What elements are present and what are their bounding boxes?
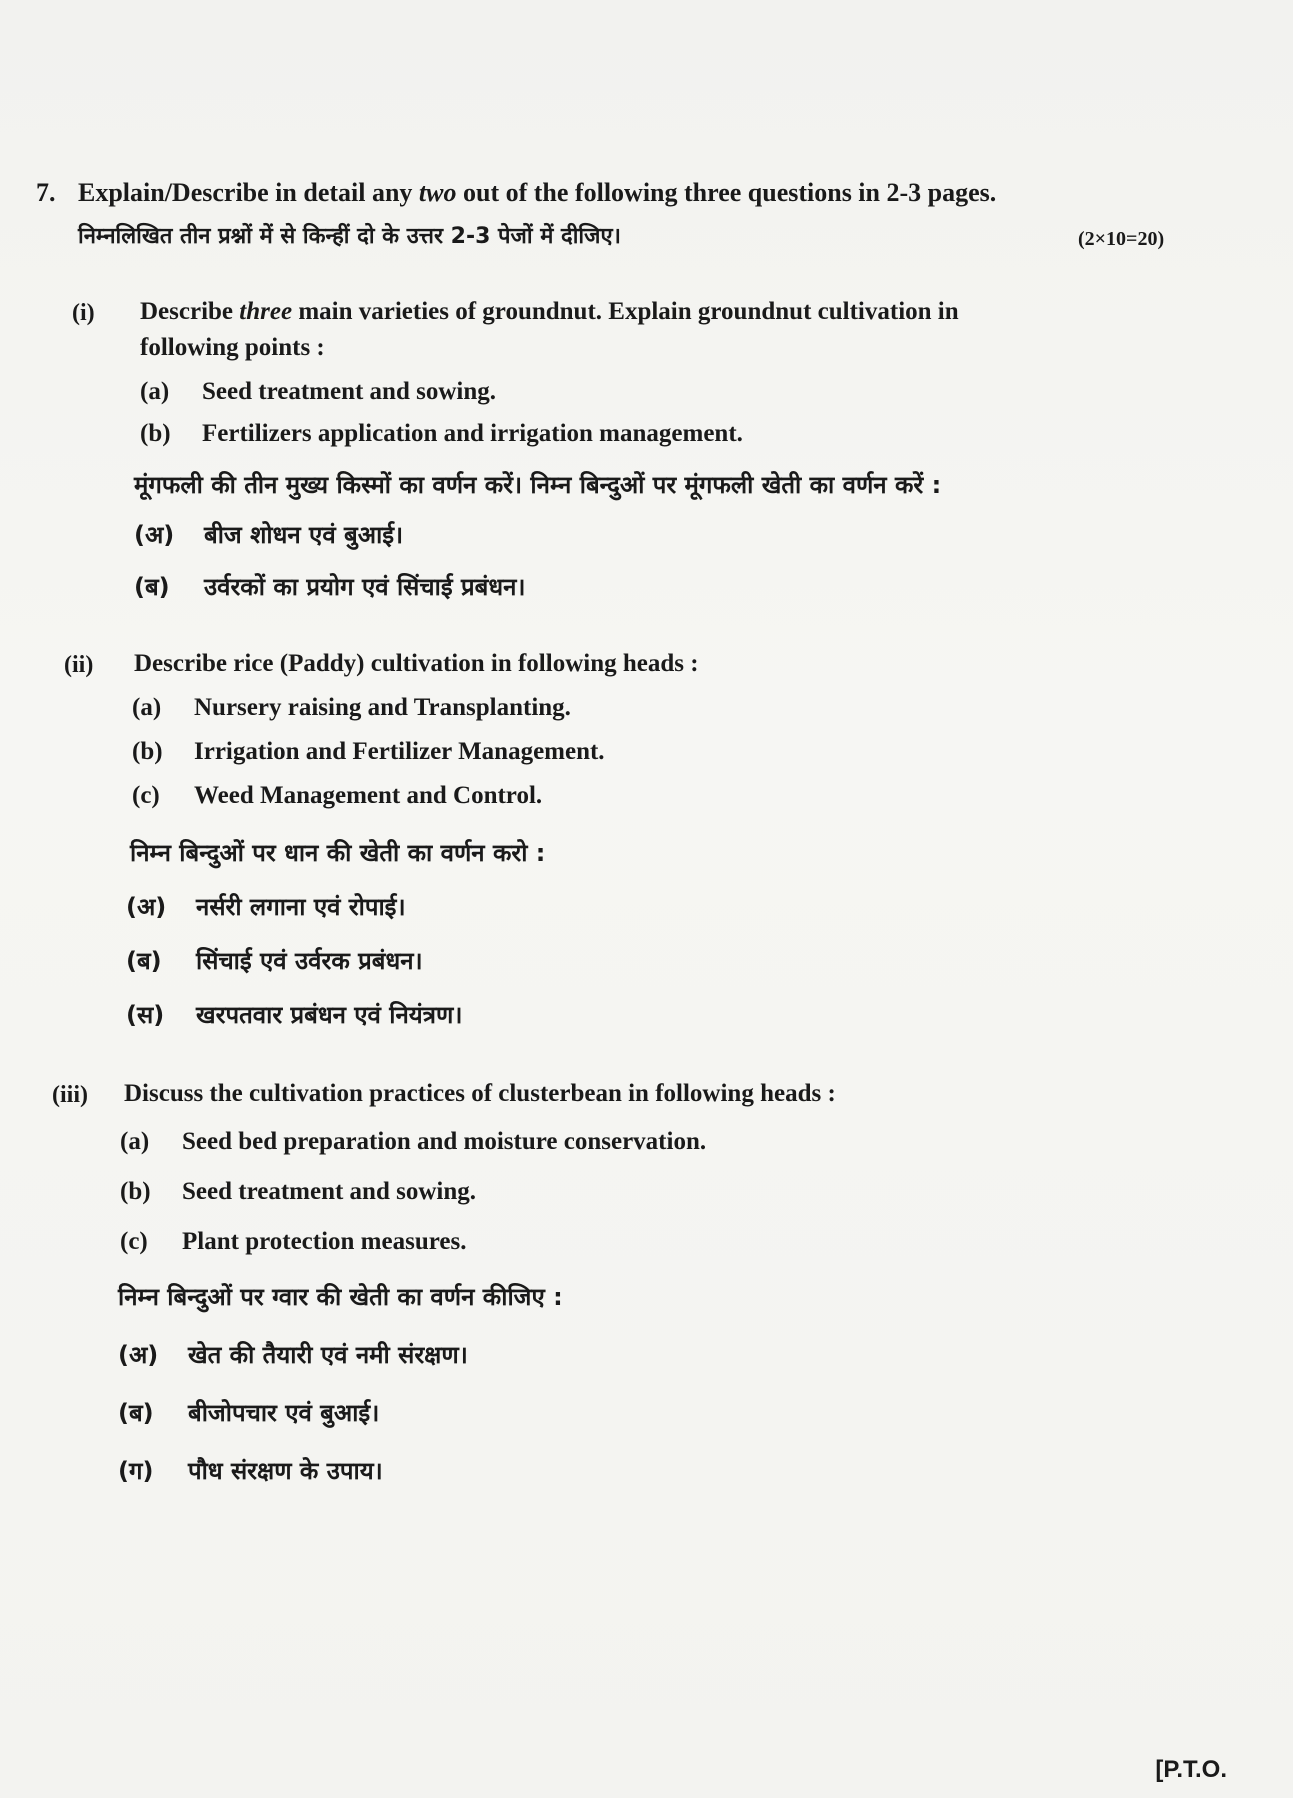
list-item — [120, 1178, 476, 1206]
subquestion-iii — [52, 1080, 1162, 1485]
question-number: 7. — [36, 178, 56, 207]
item-label: (ब) — [134, 573, 170, 601]
subquestion-number: (iii) — [52, 1082, 88, 1108]
item-text: Irrigation and Fertilizer Management. — [194, 738, 605, 765]
subquestion-title: Discuss the cultivation practices of clusterbean in following heads : — [124, 1080, 836, 1107]
list-item — [120, 1228, 466, 1256]
question-instruction — [78, 178, 996, 208]
item-text: Seed bed preparation and moisture conservation. — [182, 1128, 707, 1155]
item-label: (ग) — [118, 1457, 154, 1485]
item-text: पौध संरक्षण के उपाय। — [188, 1457, 383, 1485]
item-label: (b) — [120, 1178, 151, 1205]
item-label: (अ) — [126, 893, 167, 921]
subquestion-ii — [64, 650, 1164, 1030]
item-label: (ब) — [118, 1399, 154, 1427]
please-turn-over: [P.T.O. — [1155, 1756, 1227, 1783]
item-text: Plant protection measures. — [182, 1228, 467, 1255]
subquestion-title-hindi: मूंगफली की तीन मुख्य किस्मों का वर्णन करें। निम्न बिन्दुओं पर मूंगफली खेती का वर्णन करें : — [134, 471, 942, 499]
question-instruction-hindi: निम्नलिखित तीन प्रश्नों में से किन्हीं दो के उत्तर 2-3 पेजों में दीजिए। — [78, 224, 621, 249]
item-label: (अ) — [118, 1341, 159, 1369]
subquestion-title: Describe rice (Paddy) cultivation in following heads : — [134, 650, 699, 677]
subquestion-title-hindi: निम्न बिन्दुओं पर ग्वार की खेती का वर्णन कीजिए : — [118, 1283, 563, 1311]
list-item-hindi — [126, 944, 423, 977]
subquestion-title — [140, 298, 959, 326]
item-text: बीजोपचार एवं बुआई। — [188, 1399, 380, 1427]
list-item — [140, 420, 743, 448]
list-item — [132, 782, 542, 810]
list-item-hindi — [134, 518, 403, 551]
item-label: (c) — [120, 1228, 148, 1255]
list-item-hindi — [126, 890, 406, 923]
item-text: सिंचाई एवं उर्वरक प्रबंधन। — [196, 947, 423, 975]
item-text: Fertilizers application and irrigation management. — [202, 420, 743, 447]
subquestion-title-hindi: निम्न बिन्दुओं पर धान की खेती का वर्णन करो : — [130, 839, 546, 867]
list-item-hindi — [134, 570, 526, 603]
list-item-hindi — [118, 1454, 383, 1487]
item-text: खेत की तैयारी एवं नमी संरक्षण। — [188, 1341, 468, 1369]
item-text: Weed Management and Control. — [194, 782, 543, 809]
list-item — [140, 378, 496, 406]
item-label: (a) — [132, 694, 162, 721]
title-part-1: Describe — [140, 298, 240, 325]
item-label: (b) — [140, 420, 171, 447]
item-text: Seed treatment and sowing. — [202, 378, 496, 405]
list-item — [120, 1128, 706, 1156]
list-item — [132, 694, 571, 722]
list-item-hindi — [126, 998, 462, 1031]
item-label: (a) — [140, 378, 170, 405]
item-label: (c) — [132, 782, 160, 809]
item-text: खरपतवार प्रबंधन एवं नियंत्रण। — [196, 1001, 463, 1029]
item-text: Nursery raising and Transplanting. — [194, 694, 571, 721]
subquestion-i — [72, 298, 1172, 618]
item-text: Seed treatment and sowing. — [182, 1178, 476, 1205]
instruction-part-2: out of the following three questions in 2-3 pages. — [456, 178, 997, 207]
item-text: उर्वरकों का प्रयोग एवं सिंचाई प्रबंधन। — [204, 573, 526, 601]
item-label: (स) — [126, 1001, 165, 1029]
question-marks: (2×10=20) — [1078, 228, 1165, 250]
list-item-hindi — [118, 1338, 468, 1371]
item-text: नर्सरी लगाना एवं रोपाई। — [196, 893, 406, 921]
item-label: (a) — [120, 1128, 150, 1155]
item-label: (b) — [132, 738, 163, 765]
title-emphasis: three — [239, 298, 293, 325]
title-part-2: main varieties of groundnut. Explain groundnut cultivation in — [292, 298, 959, 325]
item-label: (ब) — [126, 947, 162, 975]
subquestion-title-line2: following points : — [140, 334, 325, 361]
list-item-hindi — [118, 1396, 379, 1429]
subquestion-number: (ii) — [64, 652, 94, 678]
instruction-part-1: Explain/Describe in detail any — [78, 178, 419, 207]
list-item — [132, 738, 605, 766]
item-label: (अ) — [134, 521, 175, 549]
subquestion-number: (i) — [72, 300, 95, 326]
instruction-emphasis: two — [418, 178, 457, 207]
item-text: बीज शोधन एवं बुआई। — [204, 521, 404, 549]
